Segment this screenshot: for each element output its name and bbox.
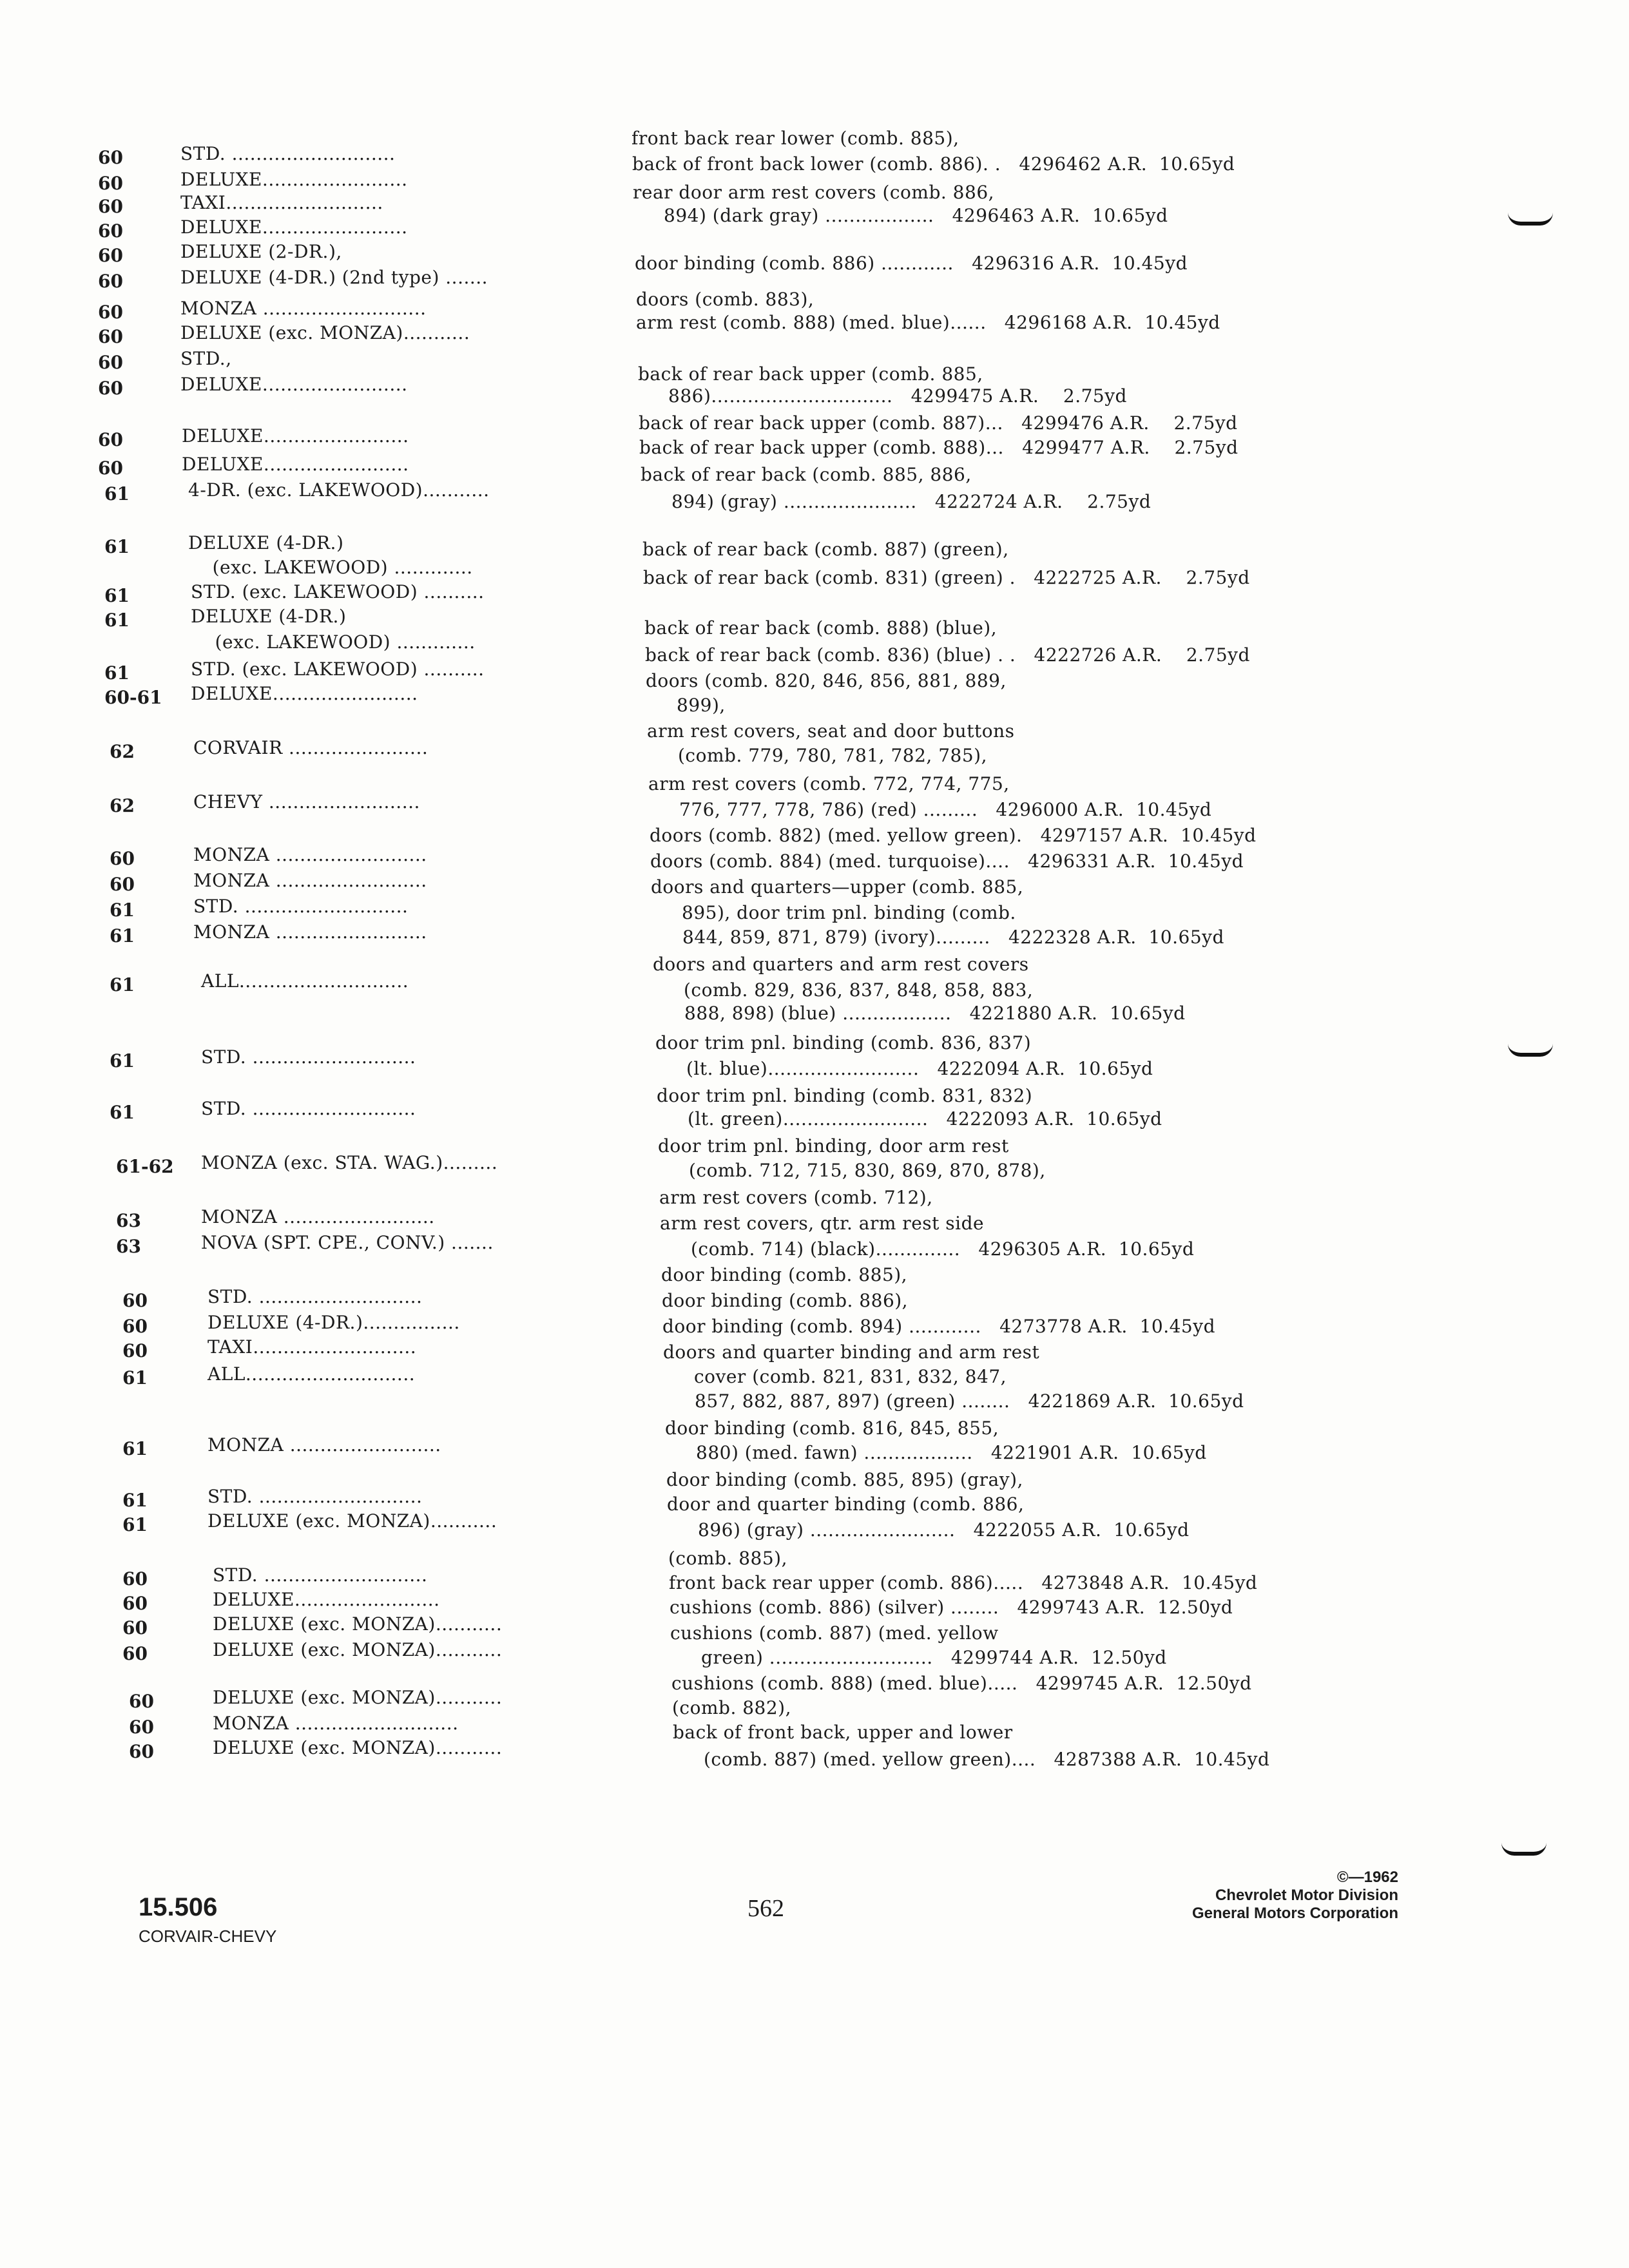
model-year: 60-61 xyxy=(104,687,162,708)
model-year: 60 xyxy=(122,1340,148,1361)
model-year: 61 xyxy=(110,925,135,947)
model-name: TAXI........................... xyxy=(207,1336,417,1358)
part-description-line: door binding (comb. 886) ............ 4296316 A.R. 10.45yd xyxy=(635,253,1188,274)
model-year: 60 xyxy=(129,1741,154,1762)
part-description-line: doors (comb. 884) (med. turquoise).... 4296331 A.R. 10.45yd xyxy=(650,850,1244,872)
model-name: ALL............................ xyxy=(207,1363,416,1385)
model-name: STD. (exc. LAKEWOOD) .......... xyxy=(191,658,485,680)
part-description-line: back of rear back (comb. 836) (blue) . . 4222726 A.R. 2.75yd xyxy=(645,644,1250,666)
model-year: 60 xyxy=(98,326,123,347)
part-description-line: door binding (comb. 816, 845, 855, xyxy=(665,1418,999,1439)
part-description-line: arm rest covers (comb. 772, 774, 775, xyxy=(648,773,1010,794)
binding-mark xyxy=(1508,213,1553,226)
part-description-line: (lt. blue)......................... 4222094 A.R. 10.65yd xyxy=(656,1058,1153,1079)
model-name: DELUXE........................ xyxy=(182,425,409,447)
model-year: 61 xyxy=(104,610,130,631)
part-description-line: (comb. 714) (black).............. 4296305 A.R. 10.65yd xyxy=(660,1238,1195,1260)
model-year: 60 xyxy=(98,378,123,399)
model-name: ALL............................ xyxy=(201,970,409,992)
model-name: DELUXE........................ xyxy=(191,683,418,704)
part-description-line: front back rear lower (comb. 885), xyxy=(631,128,959,149)
part-description-line: 880) (med. fawn) .................. 4221901 A.R. 10.65yd xyxy=(666,1442,1207,1463)
model-name: MONZA ........................... xyxy=(180,298,427,319)
part-description-line: back of rear back (comb. 887) (green), xyxy=(642,539,1009,560)
binding-mark xyxy=(1501,1843,1547,1856)
part-description-line: (comb. 829, 836, 837, 848, 858, 883, xyxy=(653,979,1034,1001)
model-year: 61 xyxy=(110,899,135,921)
part-description-line: cushions (comb. 887) (med. yellow xyxy=(670,1622,999,1644)
part-description-line: back of rear back upper (comb. 888)... 4299477 A.R. 2.75yd xyxy=(639,437,1239,458)
model-name: DELUXE........................ xyxy=(182,454,409,475)
model-name: MONZA ......................... xyxy=(193,921,427,943)
part-description-line: arm rest (comb. 888) (med. blue)...... 4296168 A.R. 10.45yd xyxy=(636,312,1220,333)
model-name: MONZA (exc. STA. WAG.)......... xyxy=(201,1152,498,1173)
part-description-line: doors and quarters—upper (comb. 885, xyxy=(651,876,1024,898)
part-description-line: door binding (comb. 885, 895) (gray), xyxy=(666,1469,1023,1490)
model-year: 61 xyxy=(122,1438,148,1459)
model-year: 60 xyxy=(98,429,123,450)
part-description-line: door trim pnl. binding (comb. 836, 837) xyxy=(655,1032,1032,1053)
model-name: STD., xyxy=(180,348,232,369)
model-name: STD. ........................... xyxy=(207,1286,423,1307)
model-name: (exc. LAKEWOOD) ............. xyxy=(188,557,473,578)
model-year: 60 xyxy=(98,457,123,479)
model-name: STD. ........................... xyxy=(207,1486,423,1507)
model-name: MONZA ........................... xyxy=(213,1713,459,1734)
model-name: 4-DR. (exc. LAKEWOOD)........... xyxy=(188,479,490,501)
model-name: NOVA (SPT. CPE., CONV.) ....... xyxy=(201,1232,494,1253)
binding-mark xyxy=(1508,1044,1553,1057)
model-name: DELUXE (4-DR.)................ xyxy=(207,1312,460,1333)
model-year: 60 xyxy=(98,173,123,194)
part-description-line: arm rest covers, seat and door buttons xyxy=(647,720,1015,742)
corporation-name: General Motors Corporation xyxy=(1191,1905,1398,1922)
part-description-line: arm rest covers, qtr. arm rest side xyxy=(660,1213,985,1234)
part-description-line: door trim pnl. binding (comb. 831, 832) xyxy=(657,1085,1033,1106)
model-name: DELUXE (exc. MONZA)........... xyxy=(213,1737,503,1758)
division-name: Chevrolet Motor Division xyxy=(1215,1887,1398,1904)
model-year: 61 xyxy=(104,536,130,557)
model-year: 60 xyxy=(122,1316,148,1337)
model-name: DELUXE (exc. MONZA)........... xyxy=(213,1639,503,1660)
part-description-line: doors (comb. 883), xyxy=(636,289,815,310)
part-description-line: rear door arm rest covers (comb. 886, xyxy=(633,182,995,203)
model-name: DELUXE (2-DR.), xyxy=(180,241,342,262)
model-year: 60 xyxy=(122,1568,148,1590)
model-name: DELUXE (exc. MONZA)........... xyxy=(207,1510,497,1532)
model-name: DELUXE........................ xyxy=(180,374,408,395)
model-year: 61 xyxy=(110,1102,135,1123)
part-description-line: cushions (comb. 888) (med. blue)..... 4299745 A.R. 12.50yd xyxy=(671,1673,1252,1694)
part-description-line: 886).............................. 4299475 A.R. 2.75yd xyxy=(638,385,1127,407)
model-year: 60 xyxy=(98,245,123,266)
part-description-line: 895), door trim pnl. binding (comb. xyxy=(651,902,1016,923)
part-description-line: 899), xyxy=(646,695,726,716)
model-year: 60 xyxy=(98,220,123,242)
model-name: (exc. LAKEWOOD) ............. xyxy=(191,631,476,653)
model-year: 60 xyxy=(98,352,123,373)
part-description-line: back of front back, upper and lower xyxy=(673,1722,1013,1743)
model-year: 61 xyxy=(122,1490,148,1511)
part-description-line: cushions (comb. 886) (silver) ........ 4299743 A.R. 12.50yd xyxy=(670,1597,1233,1618)
model-year: 60 xyxy=(98,302,123,323)
model-year: 60 xyxy=(98,271,123,292)
model-year: 61 xyxy=(104,662,130,684)
model-name: MONZA ......................... xyxy=(207,1434,441,1456)
model-name: MONZA ......................... xyxy=(193,870,427,891)
part-description-line: (comb. 885), xyxy=(668,1548,788,1569)
model-name: MONZA ......................... xyxy=(193,844,427,865)
model-year: 60 xyxy=(122,1593,148,1614)
model-name: STD. ........................... xyxy=(180,143,396,164)
part-description-line: back of rear back (comb. 831) (green) . 4222725 A.R. 2.75yd xyxy=(643,567,1250,588)
part-description-line: arm rest covers (comb. 712), xyxy=(659,1187,933,1208)
model-name: DELUXE (4-DR.) (2nd type) ....... xyxy=(180,267,488,288)
part-description-line: back of rear back (comb. 885, 886, xyxy=(641,464,972,485)
part-description-line: (comb. 779, 780, 781, 782, 785), xyxy=(648,745,987,766)
model-name: CORVAIR ....................... xyxy=(193,737,429,758)
model-year: 60 xyxy=(110,848,135,869)
model-year: 61 xyxy=(104,483,130,505)
model-name: STD. (exc. LAKEWOOD) .......... xyxy=(191,581,485,602)
part-description-line: doors and quarter binding and arm rest xyxy=(663,1341,1040,1363)
model-name: DELUXE........................ xyxy=(180,216,408,238)
part-description-line: door trim pnl. binding, door arm rest xyxy=(658,1135,1009,1157)
section-number: 15.506 xyxy=(139,1893,218,1921)
model-year: 60 xyxy=(129,1716,154,1738)
model-name: CHEVY ......................... xyxy=(193,791,420,812)
model-year: 61-62 xyxy=(116,1156,174,1177)
part-description-line: green) ........................... 4299744 A.R. 12.50yd xyxy=(671,1647,1167,1668)
part-description-line: 776, 777, 778, 786) (red) ......... 4296000 A.R. 10.45yd xyxy=(649,799,1212,820)
part-description-line: (comb. 887) (med. yellow green).... 4287388 A.R. 10.45yd xyxy=(673,1749,1270,1770)
model-year: 60 xyxy=(122,1643,148,1664)
model-name: MONZA ......................... xyxy=(201,1206,435,1227)
model-year: 61 xyxy=(104,585,130,606)
model-name: DELUXE (4-DR.) xyxy=(188,532,344,553)
part-description-line: door and quarter binding (comb. 886, xyxy=(667,1494,1025,1515)
part-description-line: back of front back lower (comb. 886). . 4296462 A.R. 10.65yd xyxy=(632,153,1235,175)
model-year: 62 xyxy=(110,795,135,816)
model-name: TAXI.......................... xyxy=(180,192,383,213)
model-name: DELUXE (4-DR.) xyxy=(191,606,347,627)
model-name: DELUXE (exc. MONZA)........... xyxy=(180,322,470,343)
part-description-line: front back rear upper (comb. 886)..... 4273848 A.R. 10.45yd xyxy=(669,1572,1258,1593)
model-name: DELUXE........................ xyxy=(213,1589,440,1610)
model-year: 60 xyxy=(98,147,123,168)
model-year: 61 xyxy=(122,1514,148,1535)
part-description-line: 844, 859, 871, 879) (ivory)......... 4222328 A.R. 10.65yd xyxy=(652,927,1224,948)
model-name: STD. ........................... xyxy=(193,896,409,917)
model-year: 61 xyxy=(110,974,135,995)
model-name: STD. ........................... xyxy=(201,1046,416,1068)
part-description-line: back of rear back (comb. 888) (blue), xyxy=(644,617,998,639)
model-year: 61 xyxy=(122,1367,148,1389)
model-name: STD. ........................... xyxy=(201,1098,416,1119)
part-description-line: door binding (comb. 886), xyxy=(662,1290,909,1311)
part-description-line: (lt. green)........................ 4222093 A.R. 10.65yd xyxy=(657,1108,1162,1129)
model-name: DELUXE........................ xyxy=(180,169,408,190)
part-description-line: doors (comb. 820, 846, 856, 881, 889, xyxy=(646,670,1007,691)
section-title: CORVAIR-CHEVY xyxy=(139,1927,277,1946)
model-year: 60 xyxy=(122,1617,148,1639)
model-year: 61 xyxy=(110,1050,135,1072)
page-number: 562 xyxy=(747,1895,784,1922)
model-name: STD. ........................... xyxy=(213,1564,428,1586)
model-year: 60 xyxy=(122,1290,148,1311)
model-year: 60 xyxy=(98,196,123,217)
model-year: 63 xyxy=(116,1210,141,1231)
part-description-line: door binding (comb. 894) ............ 4273778 A.R. 10.45yd xyxy=(662,1316,1215,1337)
part-description-line: door binding (comb. 885), xyxy=(661,1264,908,1285)
part-description-line: 896) (gray) ........................ 4222055 A.R. 10.65yd xyxy=(668,1519,1190,1541)
model-year: 60 xyxy=(110,874,135,895)
part-description-line: 888, 898) (blue) .................. 4221880 A.R. 10.65yd xyxy=(654,1003,1186,1024)
model-year: 62 xyxy=(110,741,135,762)
model-year: 60 xyxy=(129,1691,154,1712)
part-description-line: (comb. 712, 715, 830, 869, 870, 878), xyxy=(659,1160,1046,1181)
model-year: 63 xyxy=(116,1236,141,1257)
part-description-line: 857, 882, 887, 897) (green) ........ 4221869 A.R. 10.65yd xyxy=(664,1390,1244,1412)
part-description-line: (comb. 882), xyxy=(672,1697,792,1718)
part-description-line: 894) (dark gray) .................. 4296463 A.R. 10.65yd xyxy=(633,205,1168,226)
model-name: DELUXE (exc. MONZA)........... xyxy=(213,1687,503,1708)
part-description-line: back of rear back upper (comb. 885, xyxy=(638,363,983,385)
part-description-line: 894) (gray) ...................... 4222724 A.R. 2.75yd xyxy=(641,491,1152,512)
part-description-line: doors and quarters and arm rest covers xyxy=(653,954,1029,975)
copyright: ©—1962 xyxy=(1336,1869,1398,1886)
part-description-line: back of rear back upper (comb. 887)... 4299476 A.R. 2.75yd xyxy=(639,412,1238,434)
model-name: DELUXE (exc. MONZA)........... xyxy=(213,1613,503,1635)
part-description-line: cover (comb. 821, 831, 832, 847, xyxy=(664,1366,1007,1387)
part-description-line: doors (comb. 882) (med. yellow green). 4297157 A.R. 10.45yd xyxy=(650,825,1257,846)
